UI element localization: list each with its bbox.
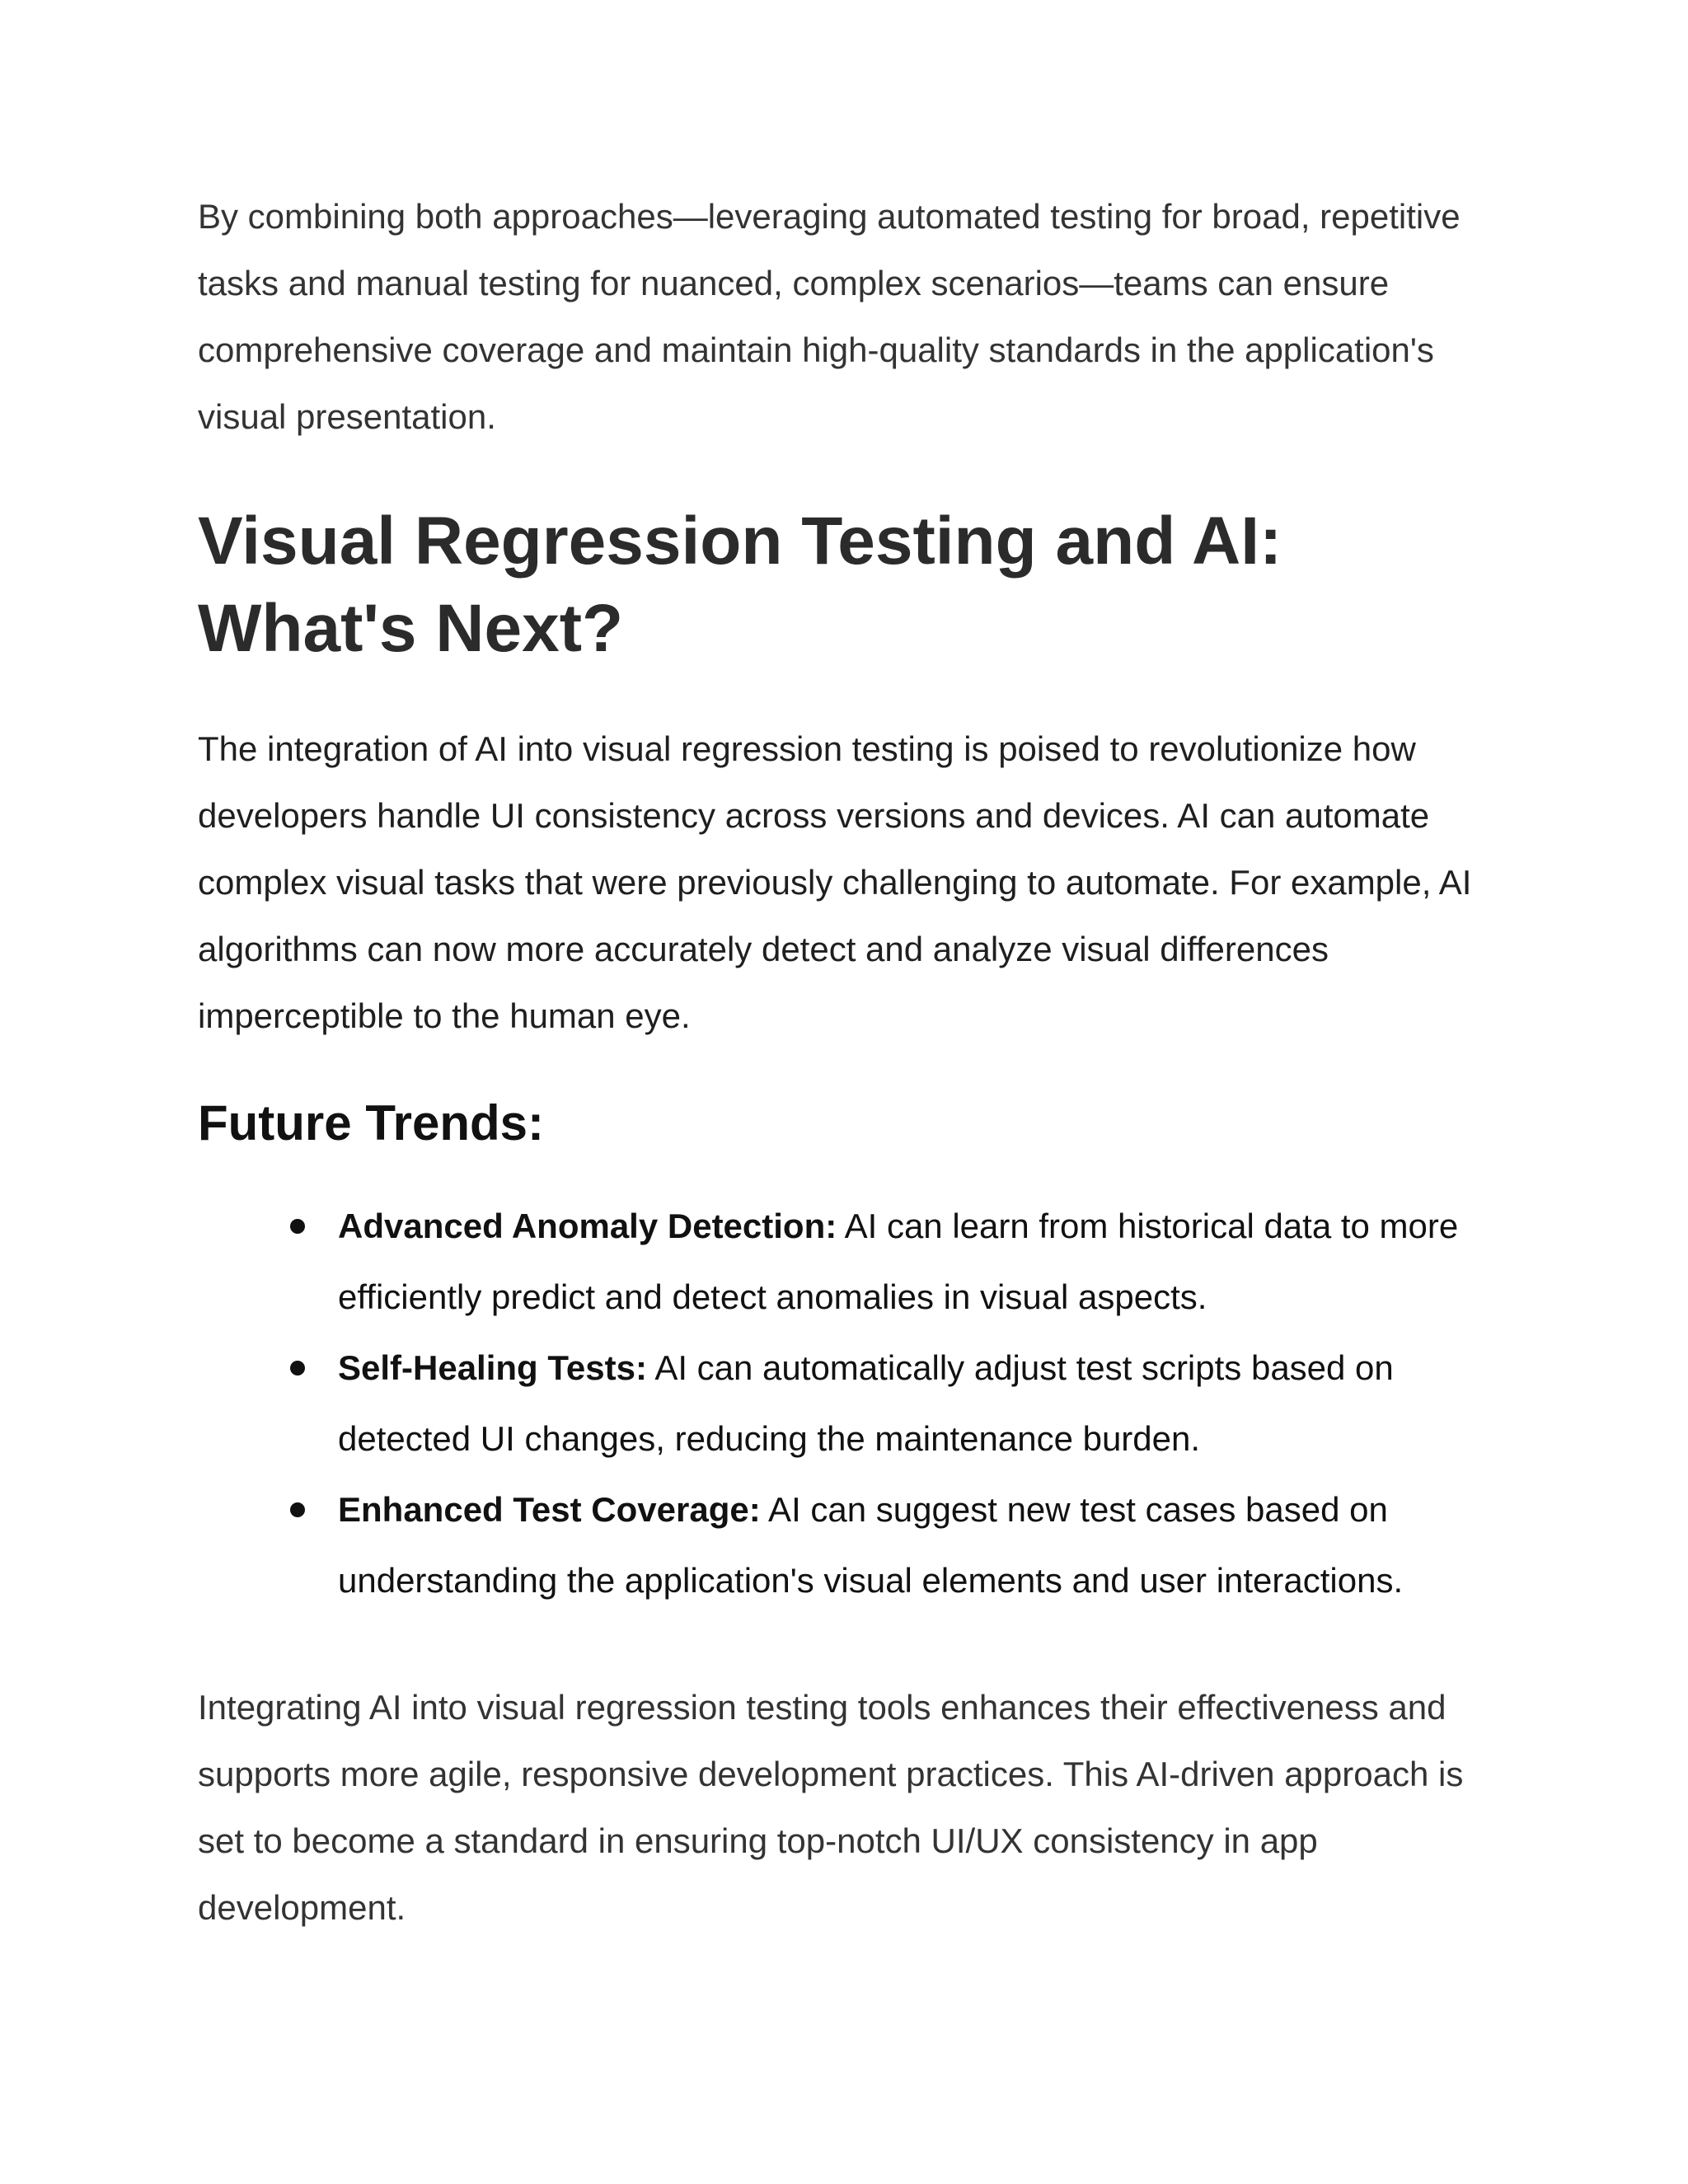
bullet-icon: [290, 1361, 305, 1376]
trend-term: Advanced Anomaly Detection:: [338, 1207, 837, 1245]
trend-term: Enhanced Test Coverage:: [338, 1490, 761, 1529]
document-page: [198, 183, 1517, 1941]
section-heading: Visual Regression Testing and AI: What's Next?: [198, 504, 1282, 666]
trend-description: AI can learn from historical data to more efficiently predict and detect anomalies in visual aspects.: [338, 1207, 1459, 1316]
bullet-icon: [290, 1219, 305, 1234]
list-item: [198, 1191, 1517, 1333]
list-item: [198, 1474, 1517, 1616]
trend-description: AI can automatically adjust test scripts based on detected UI changes, reducing the maintenance burden.: [338, 1348, 1394, 1458]
trend-description: AI can suggest new test cases based on understanding the application's visual elements and user interactions.: [338, 1490, 1404, 1600]
future-trends-heading: Future Trends:: [198, 1095, 545, 1151]
bullet-icon: [290, 1502, 305, 1517]
closing-paragraph: Integrating AI into visual regression testing tools enhances their effectiveness and supports more agile, responsive development practices. This AI-driven approach is set to become a standard in ensuring top-notch UI/UX consistency in app development.: [198, 1688, 1464, 1927]
intro-paragraph: By combining both approaches—leveraging automated testing for broad, repetitive tasks and manual testing for nuanced, complex scenarios—teams can ensure comprehensive coverage and maintain high-quality standards in the application's visual presentation.: [198, 197, 1461, 436]
future-trends-list: [198, 1191, 1517, 1616]
list-item: [198, 1333, 1517, 1474]
trend-term: Self-Healing Tests:: [338, 1348, 647, 1387]
section-paragraph: The integration of AI into visual regression testing is poised to revolutionize how developers handle UI consistency across versions and devices. AI can automate complex visual tasks that were previously challenging to automate. For example, AI algorithms can now more accurately detect and analyze visual differences imperceptible to the human eye.: [198, 729, 1472, 1035]
